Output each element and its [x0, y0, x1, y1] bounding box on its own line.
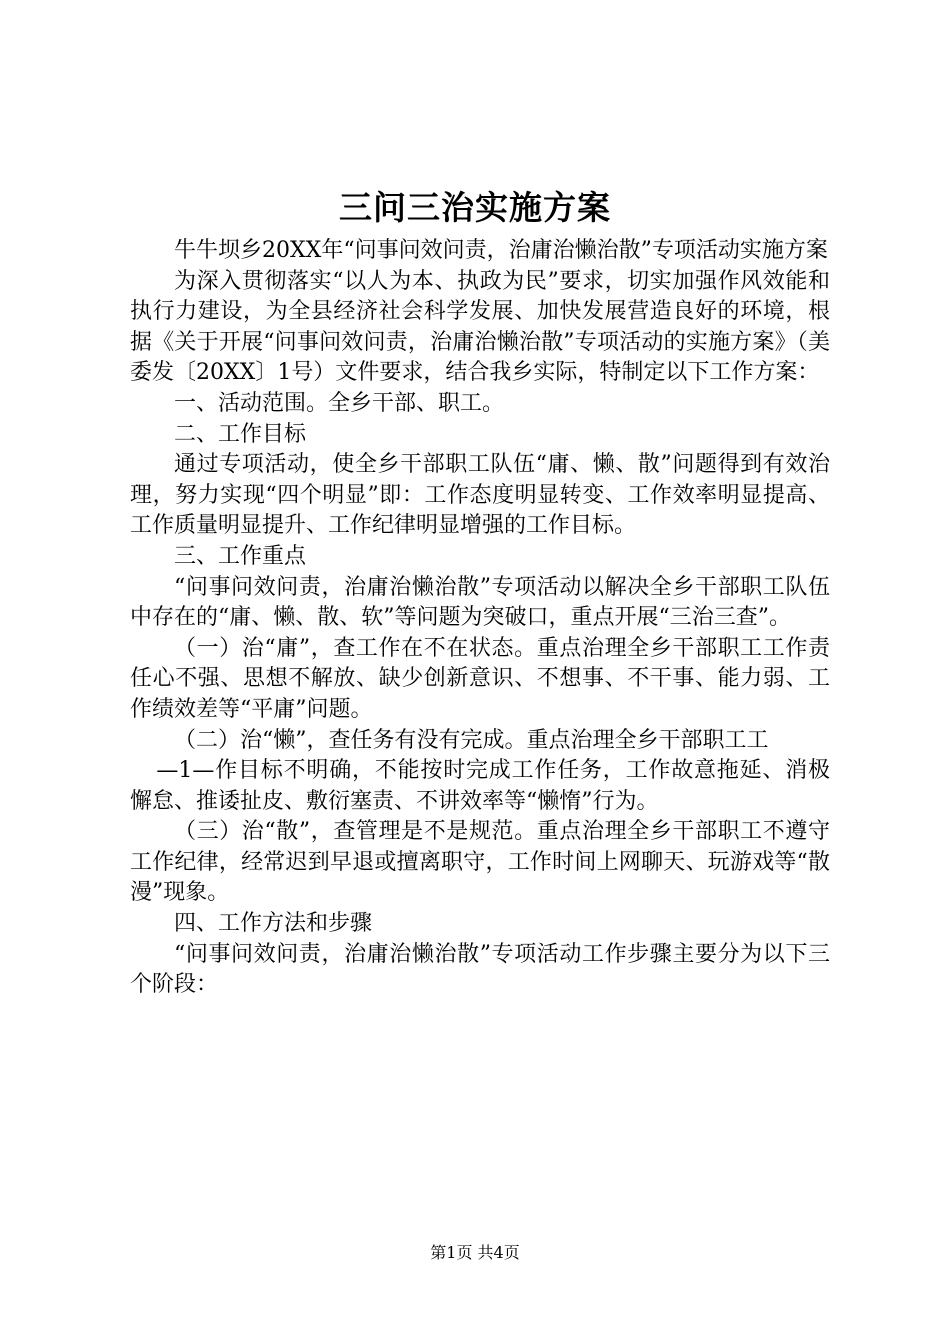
goals-paragraph: 通过专项活动，使全乡干部职工队伍“庸、懒、散”问题得到有效治理，努力实现“四个明显”即：工作态度明显转变、工作效率明显提高、工作质量明显提升、工作纪律明显增强的工作目标。 — [130, 452, 830, 539]
focus-paragraph: “问事问效问责，治庸治懒治散”专项活动以解决全乡干部职工队伍中存在的“庸、懒、散、软”等问题为突破口，重点开展“三治三查”。 — [130, 574, 830, 631]
section-heading-scope: 一、活动范围。全乡干部、职工。 — [174, 390, 505, 416]
section-heading-goals: 二、工作目标 — [174, 421, 307, 447]
document-title: 三问三治实施方案 — [339, 188, 611, 227]
document-body — [130, 236, 830, 1001]
focus-item-2: （二）治“懒”，查任务有没有完成。重点治理全乡干部职工工 — [174, 727, 769, 753]
focus-item-2-continued: —1—作目标不明确，不能按时完成工作任务，工作故意拖延、消极懈怠、推诿扯皮、敷衍塞责、不讲效率等“懒惰”行为。 — [130, 758, 830, 814]
focus-item-3: （三）治“散”，查管理是不是规范。重点治理全乡干部职工不遵守工作纪律，经常迟到早退或擅离职守，工作时间上网聊天、玩游戏等“散漫”现象。 — [130, 819, 830, 906]
methods-paragraph: “问事问效问责，治庸治懒治散”专项活动工作步骤主要分为以下三个阶段： — [130, 941, 830, 998]
page-number-footer: 第1页 共4页 — [430, 1243, 520, 1262]
intro-paragraph: 为深入贯彻落实“以人为本、执政为民”要求，切实加强作风效能和执行力建设，为全县经济社会科学发展、加快发展营造良好的环境，根据《关于开展“问事问效问责，治庸治懒治散”专项活动的实施方案》（美委发〔20XX〕1号）文件要求，结合我乡实际，特制定以下工作方案： — [130, 268, 830, 386]
subtitle-paragraph: 牛牛坝乡20XX年“问事问效问责，治庸治懒治散”专项活动实施方案 — [174, 238, 828, 263]
section-heading-methods: 四、工作方法和步骤 — [174, 911, 373, 937]
focus-item-1: （一）治“庸”，查工作在不在状态。重点治理全乡干部职工工作责任心不强、思想不解放、缺少创新意识、不想事、不干事、能力弱、工作绩效差等“平庸”问题。 — [130, 635, 830, 722]
section-heading-focus: 三、工作重点 — [174, 543, 307, 569]
